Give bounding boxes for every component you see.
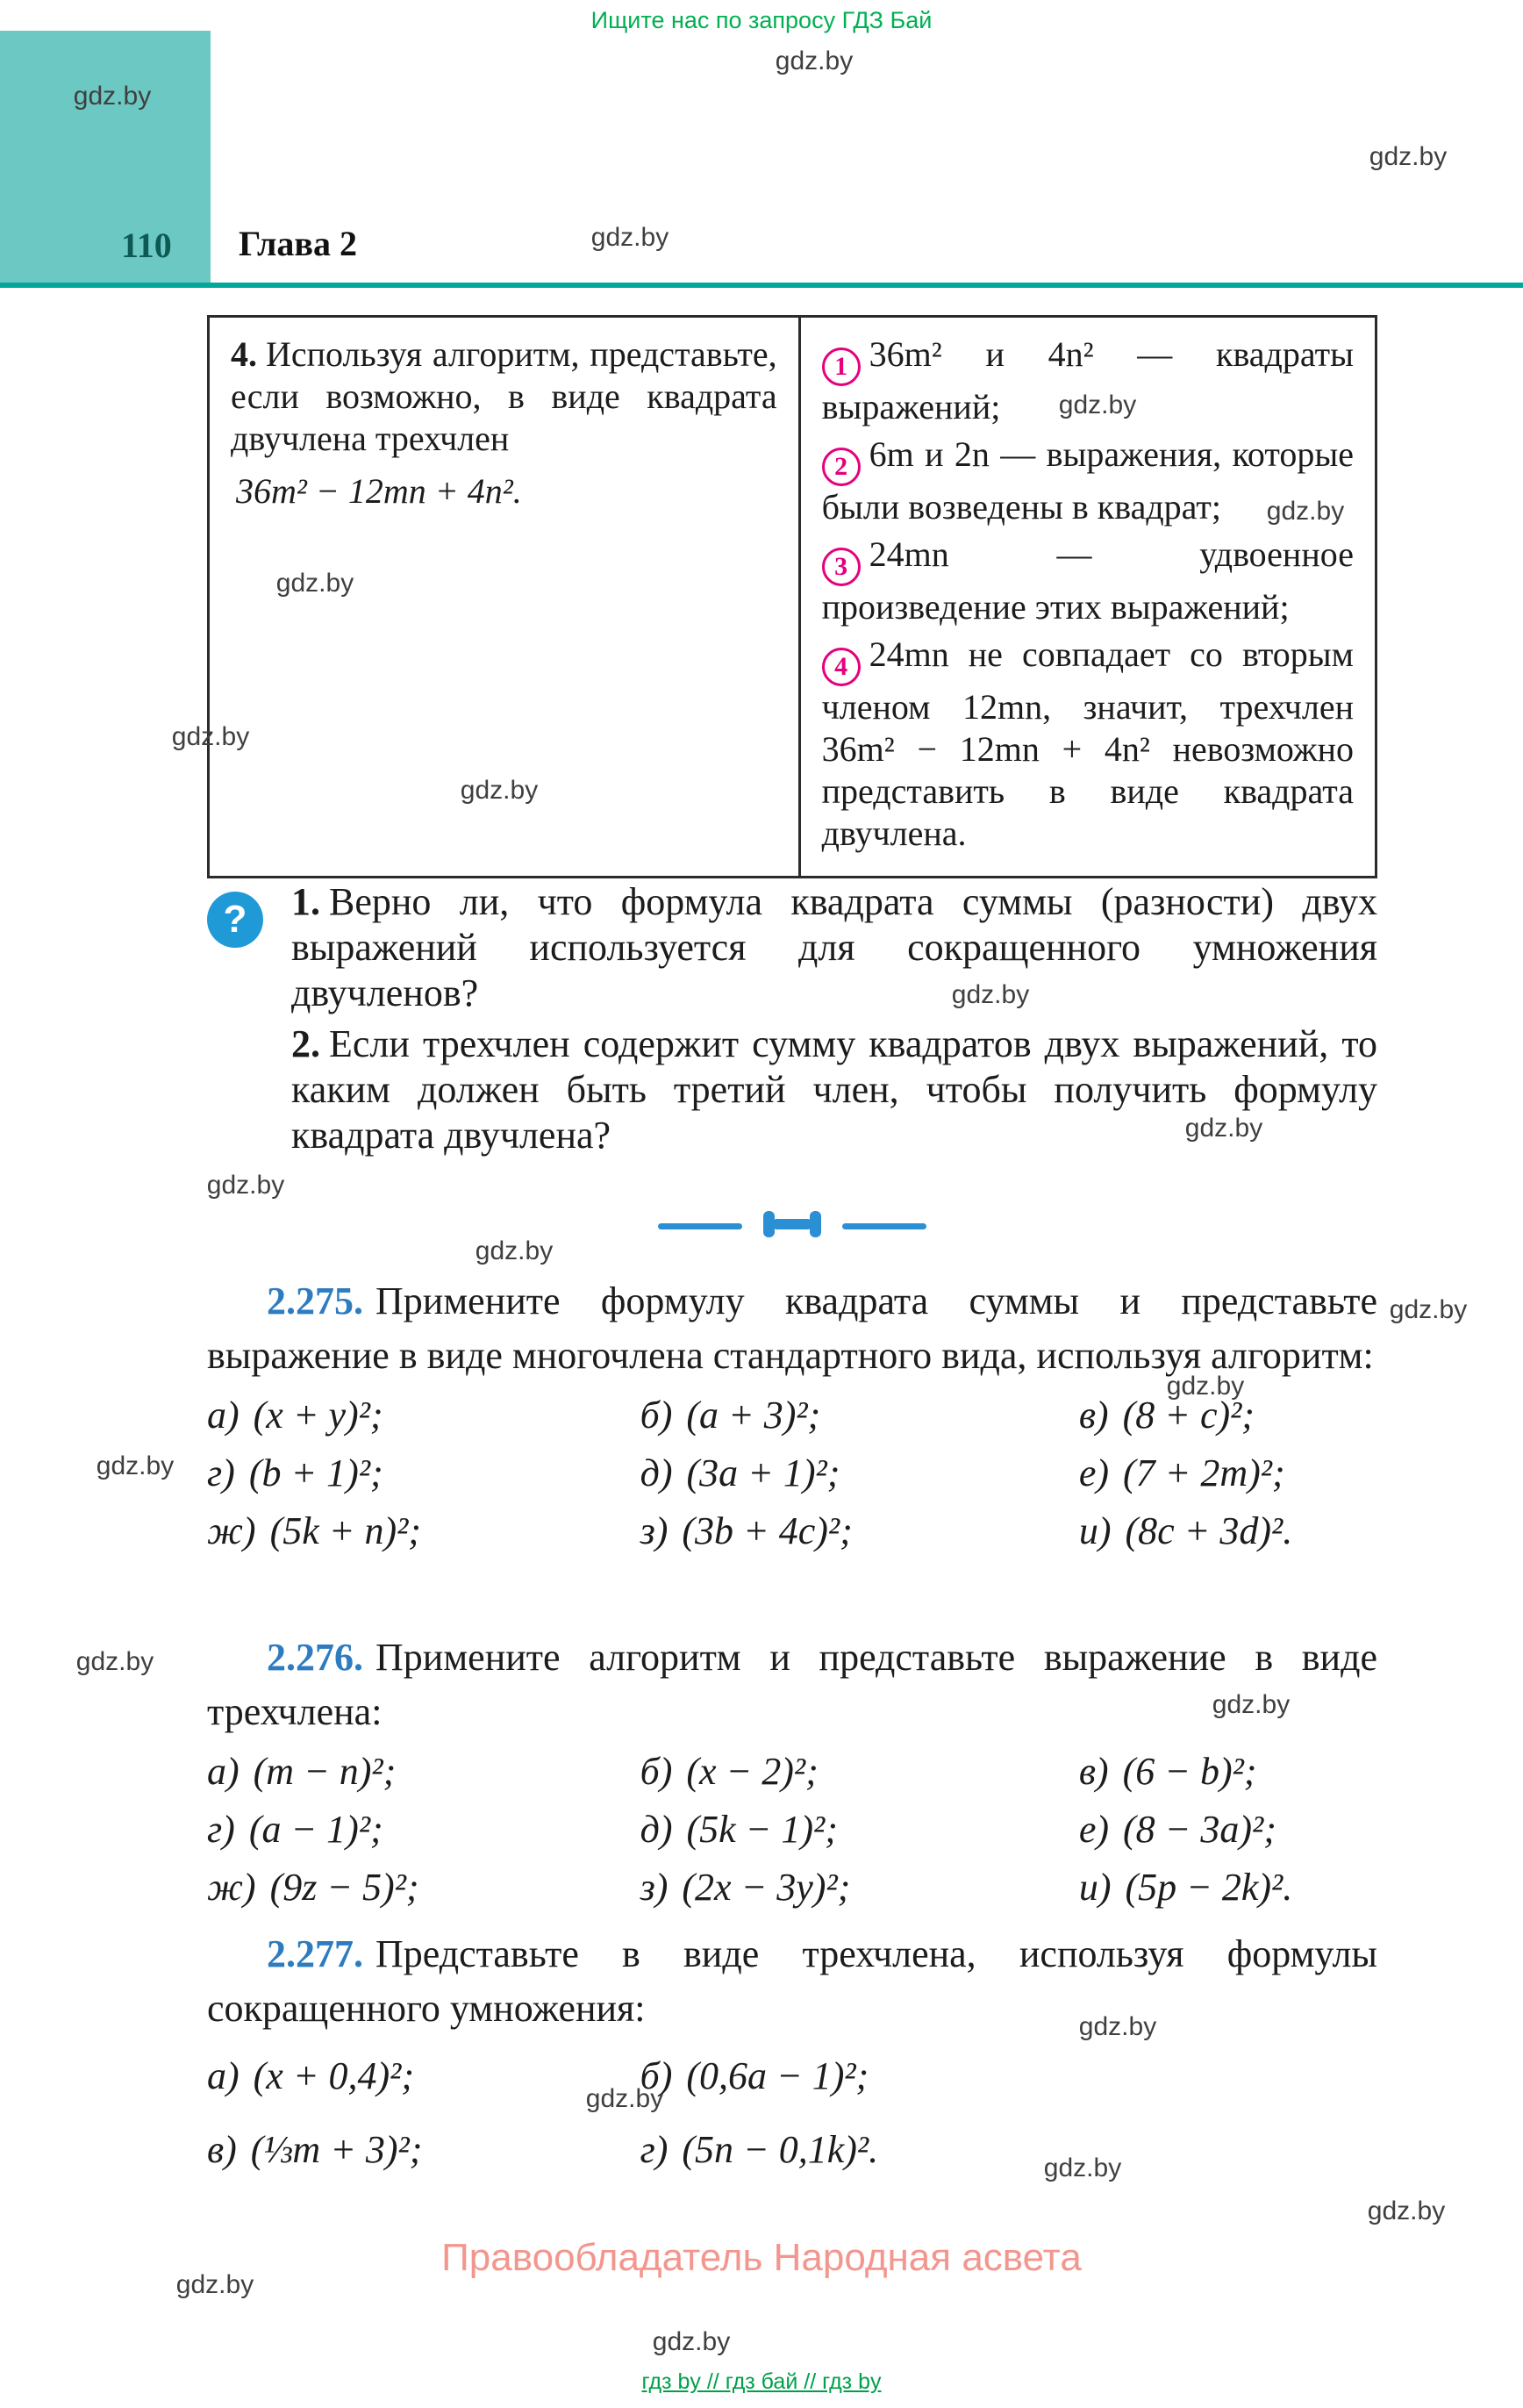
exercise-item: е) (7 + 2m)²; bbox=[1078, 1451, 1285, 1494]
watermark: gdz.by bbox=[1058, 391, 1137, 419]
question-1: 1. Верно ли, что формула квадрата суммы (разности) двух выражений используется для сокращенного умножения двучленов? bbox=[291, 880, 1377, 1014]
watermark: gdz.by bbox=[775, 47, 854, 75]
step-2-badge: 2 bbox=[822, 448, 861, 486]
exercise-item: а) (m − n)²; bbox=[207, 1750, 397, 1793]
watermark: gdz.by bbox=[73, 82, 152, 111]
solution-step: 4 24mn не совпадает со вторым членом 12mn, значит, трехчлен 36m² − 12mn + 4n² невозможно представить в виде квадрата двучлена. bbox=[821, 634, 1354, 853]
watermark: gdz.by bbox=[590, 223, 669, 252]
question-mark-icon: ? bbox=[207, 892, 263, 948]
watermark: gdz.by bbox=[1369, 142, 1448, 171]
exercise-number: 2.276. bbox=[267, 1636, 363, 1679]
watermark: gdz.by bbox=[1266, 497, 1345, 526]
exercise-item: в) (8 + c)²; bbox=[1078, 1394, 1255, 1437]
exercise-item: а) (x + 0,4)²; bbox=[207, 2054, 415, 2097]
exercise-item: з) (2x − 3y)²; bbox=[640, 1866, 851, 1909]
watermark: gdz.by bbox=[175, 2270, 254, 2299]
step-3-badge: 3 bbox=[822, 548, 861, 586]
control-questions bbox=[207, 879, 1377, 1164]
exercise-item: а) (x + y)²; bbox=[207, 1394, 383, 1437]
watermark: gdz.by bbox=[951, 980, 1030, 1009]
watermark: gdz.by bbox=[275, 569, 354, 598]
exercise-2277 bbox=[207, 1927, 1377, 2187]
watermark: gdz.by bbox=[96, 1451, 175, 1480]
watermark: gdz.by bbox=[1166, 1372, 1245, 1401]
dumbbell-icon bbox=[762, 1205, 823, 1248]
copyright-line: Правообладатель Народная асвета bbox=[441, 2236, 1082, 2279]
solution-step: 1 36m² и 4n² — квадраты выражений; bbox=[821, 334, 1354, 426]
exercise-item: д) (5k − 1)²; bbox=[640, 1808, 838, 1851]
exercise-item: в) (6 − b)²; bbox=[1078, 1750, 1257, 1793]
exercise-item: г) (5n − 0,1k)². bbox=[640, 2128, 879, 2171]
example-solution-cell bbox=[798, 318, 1375, 876]
solution-step: 3 24mn — удвоенное произведение этих выражений; bbox=[821, 534, 1354, 627]
step-1-badge: 1 bbox=[822, 348, 861, 386]
watermark: gdz.by bbox=[475, 1236, 554, 1265]
divider-line bbox=[658, 1223, 742, 1229]
exercise-item: з) (3b + 4c)²; bbox=[640, 1509, 853, 1552]
example-problem-number: 4. bbox=[231, 334, 257, 374]
page-corner-block bbox=[0, 31, 211, 284]
watermark: gdz.by bbox=[171, 722, 250, 751]
exercise-item: г) (b + 1)²; bbox=[207, 1451, 383, 1494]
header-rule bbox=[0, 283, 1523, 288]
question-2: 2. Если трехчлен содержит сумму квадратов двух выражений, то каким должен быть третий член, чтобы получить формулу квадрата двучлена? bbox=[291, 1022, 1377, 1157]
exercise-item: ж) (9z − 5)²; bbox=[207, 1866, 419, 1909]
watermark: gdz.by bbox=[652, 2327, 731, 2356]
watermark: gdz.by bbox=[206, 1171, 285, 1200]
watermark: gdz.by bbox=[1212, 1690, 1291, 1719]
watermark: gdz.by bbox=[1389, 1295, 1468, 1324]
exercise-statement: 2.275. Примените формулу квадрата суммы и представьте выражение в виде многочлена стандартного вида, используя алгоритм: bbox=[207, 1279, 1377, 1377]
exercise-item: д) (3a + 1)²; bbox=[640, 1451, 840, 1494]
chapter-title: Глава 2 bbox=[239, 224, 357, 263]
exercise-number: 2.275. bbox=[267, 1279, 363, 1322]
exercise-items bbox=[207, 1387, 1377, 1560]
exercise-items bbox=[207, 1743, 1377, 1917]
watermark: gdz.by bbox=[1367, 2197, 1446, 2225]
watermark: gdz.by bbox=[460, 776, 539, 805]
exercise-item: в) (⅓m + 3)²; bbox=[207, 2128, 423, 2171]
exercise-item: б) (x − 2)²; bbox=[640, 1750, 819, 1793]
exercise-items bbox=[207, 2039, 1377, 2187]
exercise-2276 bbox=[207, 1630, 1377, 1917]
exercise-item: г) (a − 1)²; bbox=[207, 1808, 383, 1851]
step-4-badge: 4 bbox=[822, 648, 861, 686]
section-divider bbox=[207, 1204, 1377, 1248]
watermark: gdz.by bbox=[1078, 2012, 1157, 2041]
footer-links[interactable]: гдз by // гдз бай // гдз by bbox=[641, 2369, 882, 2394]
exercise-item: и) (5p − 2k)². bbox=[1078, 1866, 1293, 1909]
exercise-item: б) (0,6a − 1)²; bbox=[640, 2054, 869, 2097]
exercise-number: 2.277. bbox=[267, 1932, 363, 1975]
solution-step: 2 6m и 2n — выражения, которые были возведены в квадрат; bbox=[821, 434, 1354, 527]
exercise-statement: 2.276. Примените алгоритм и представьте выражение в виде трехчлена: bbox=[207, 1636, 1377, 1733]
page-number: 110 bbox=[121, 226, 172, 265]
exercise-item: б) (a + 3)²; bbox=[640, 1394, 821, 1437]
exercise-2275 bbox=[207, 1274, 1377, 1560]
example-problem-text: 4. Используя алгоритм, представьте, если возможно, в виде квадрата двучлена трехчлен bbox=[231, 334, 777, 458]
example-problem-cell bbox=[210, 318, 798, 876]
example-formula: 36m² − 12mn + 4n². bbox=[236, 471, 522, 511]
exercise-item: е) (8 − 3a)²; bbox=[1078, 1808, 1276, 1851]
watermark: gdz.by bbox=[585, 2084, 664, 2113]
watermark: gdz.by bbox=[1043, 2154, 1122, 2182]
exercise-item: и) (8c + 3d)². bbox=[1078, 1509, 1293, 1552]
divider-line bbox=[842, 1223, 926, 1229]
exercise-statement: 2.277. Представьте в виде трехчлена, используя формулы сокращенного умножения: bbox=[207, 1932, 1377, 2030]
watermark: gdz.by bbox=[75, 1647, 154, 1676]
exercise-item: ж) (5k + n)²; bbox=[207, 1509, 421, 1552]
promo-note: Ищите нас по запросу ГДЗ Бай bbox=[590, 7, 933, 33]
worked-example-box bbox=[207, 315, 1377, 878]
watermark: gdz.by bbox=[1184, 1114, 1263, 1143]
